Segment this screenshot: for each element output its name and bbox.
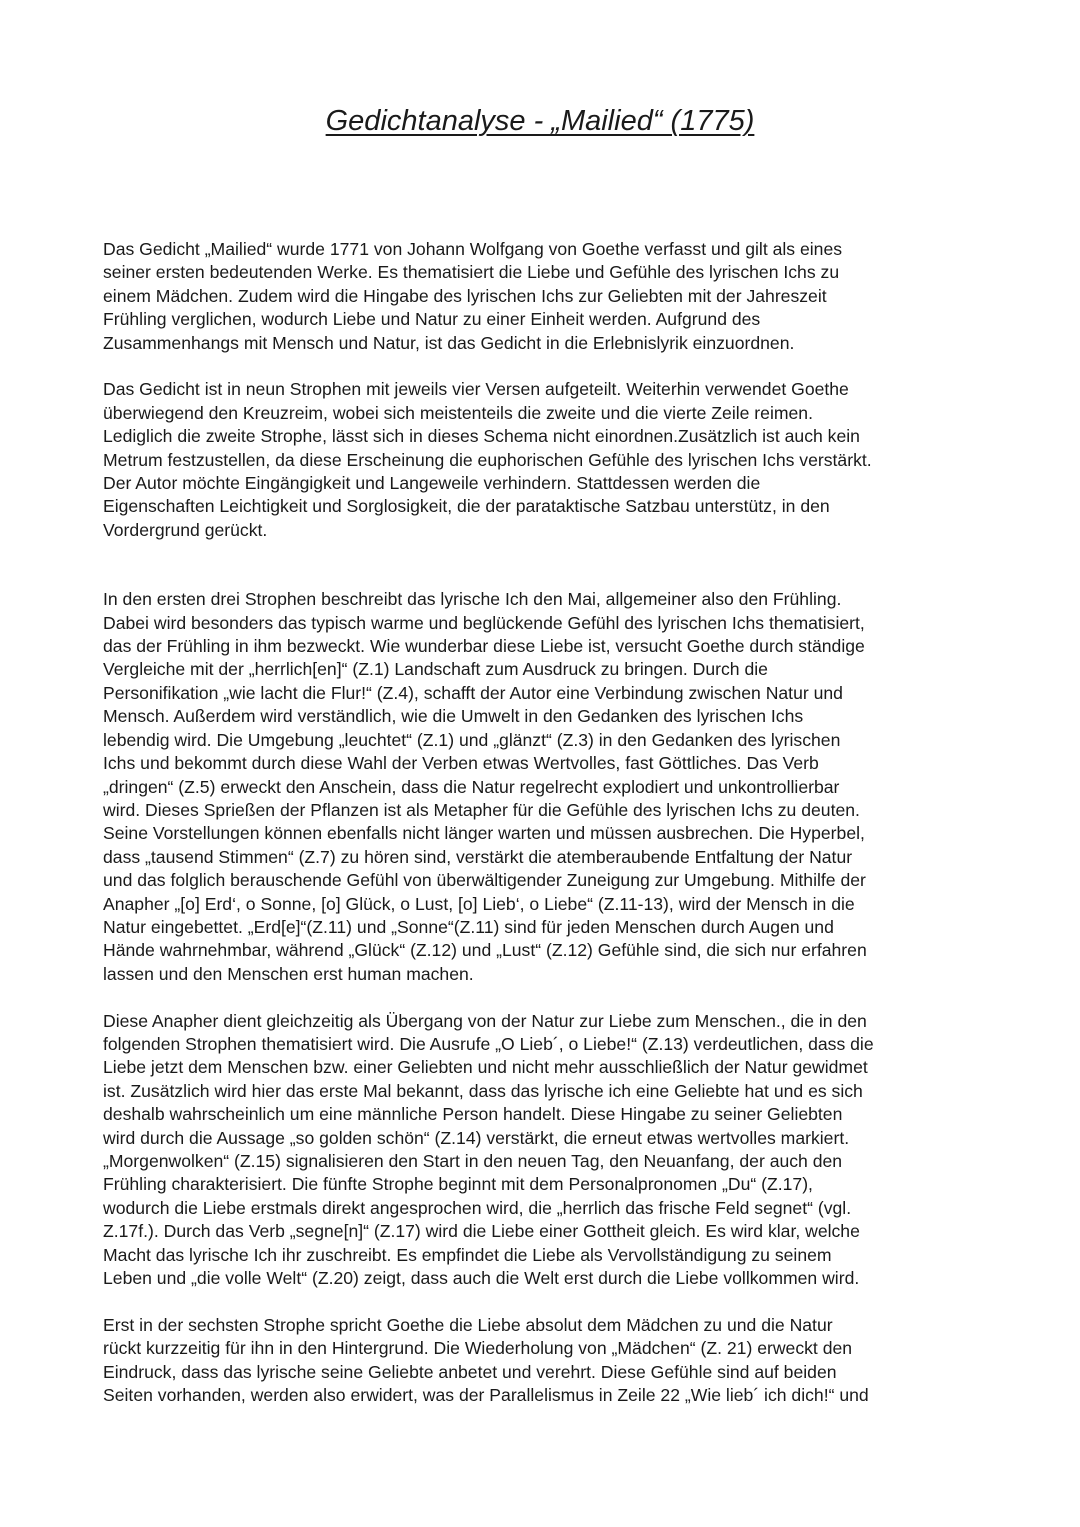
document-body: [103, 238, 983, 1407]
document-title: Gedichtanalyse - „Mailied“ (1775): [325, 105, 755, 137]
paragraph-sixth-stanza: Erst in der sechsten Strophe spricht Goethe die Liebe absolut dem Mädchen zu und die Natur rückt kurzzeitig für ihn in den Hintergrund. Die Wiederholung von „Mädchen“ (Z. 21) erweckt den Eindruck, dass das lyrische seine Geliebte anbetet und verehrt. Diese Gefühle sind auf beiden Seiten vorhanden, werden also erwidert, was der Parallelismus in Zeile 22 „Wie lieb´ ich dich!“ und: [103, 1314, 869, 1406]
paragraph-form-analysis: Das Gedicht ist in neun Strophen mit jeweils vier Versen aufgeteilt. Weiterhin verwendet Goethe überwiegend den Kreuzreim, wobei sich meistenteils die zweite und die vierte Zeile reimen. Lediglich die zweite Strophe, lässt sich in dieses Schema nicht einordnen.Zusätzlich ist auch kein Metrum festzustellen, da diese Erscheinung die euphorischen Gefühle des lyrischen Ichs verstärkt. Der Autor möchte Eingängigkeit und Langeweile verhindern. Stattdessen werden die Eigenschaften Leichtigkeit und Sorglosigkeit, die der parataktische Satzbau unterstütz, in den Vordergrund gerückt.: [103, 379, 872, 540]
paragraph-introduction: Das Gedicht „Mailied“ wurde 1771 von Johann Wolfgang von Goethe verfasst und gilt als eines seiner ersten bedeutenden Werke. Es thematisiert die Liebe und Gefühle des lyrischen Ichs zu einem Mädchen. Zudem wird die Hingabe des lyrischen Ichs zur Geliebten mit der Jahreszeit Frühling verglichen, wodurch Liebe und Natur zu einer Einheit werden. Aufgrund des Zusammenhangs mit Mensch und Natur, ist das Gedicht in die Erlebnislyrik einzuordnen.: [103, 239, 843, 353]
paragraph-stanzas-one-to-three: In den ersten drei Strophen beschreibt das lyrische Ich den Mai, allgemeiner also den Frühling. Dabei wird besonders das typisch warme und beglückende Gefühl des lyrischen Ichs thematisiert, das der Frühling in ihm bezweckt. Wie wunderbar diese Liebe ist, versucht Goethe durch ständige Vergleiche mit der „herrlich[en]“ (Z.1) Landschaft zum Ausdruck zu bringen. Durch die Personifikation „wie lacht die Flur!“ (Z.4), schafft der Autor eine Verbindung zwischen Natur und Mensch. Außerdem wird verständlich, wie die Umwelt in den Gedanken des lyrischen Ichs lebendig wird. Die Umgebung „leuchtet“ (Z.1) und „glänzt“ (Z.3) in den Gedanken des lyrischen Ichs und bekommt durch diese Wahl der Verben etwas Wertvolles, fast Göttliches. Das Verb „dringen“ (Z.5) erweckt den Anschein, dass die Natur regelrecht explodiert und unkontrollierbar wird. Dieses Sprießen der Pflanzen ist als Metapher für die Gefühle des lyrischen Ichs zu deuten. Seine Vorstellungen können ebenfalls nicht länger warten und müssen ausbrechen. Die Hyperbel, dass „tausend Stimmen“ (Z.7) zu hören sind, verstärkt die atemberaubende Entfaltung der Natur und das folglich berauschende Gefühl von überwältigender Zuneigung zur Umgebung. Mithilfe der Anapher „[o] Erd‘, o Sonne, [o] Glück, o Lust, [o] Lieb‘, o Liebe“ (Z.11-13), wird der Mensch in die Natur eingebettet. „Erd[e]“(Z.11) und „Sonne“(Z.11) sind für jeden Menschen durch Augen und Hände wahrnehmbar, während „Glück“ (Z.12) und „Lust“ (Z.12) Gefühle sind, die sich nur erfahren lassen und den Menschen erst human machen.: [103, 589, 867, 984]
paragraph-anaphor-transition: Diese Anapher dient gleichzeitig als Übergang von der Natur zur Liebe zum Menschen., die in den folgenden Strophen thematisiert wird. Die Ausrufe „O Lieb´, o Liebe!“ (Z.13) verdeutlichen, dass die Liebe jetzt dem Menschen bzw. einer Geliebten und nicht mehr ausschließlich der Natur gewidmet ist. Zusätzlich wird hier das erste Mal bekannt, dass das lyrische ich eine Geliebte hat und es sich deshalb wahrscheinlich um eine männliche Person handelt. Diese Hingabe zu seiner Geliebten wird durch die Aussage „so golden schön“ (Z.14) verstärkt, die erneut etwas wertvolles markiert. „Morgenwolken“ (Z.15) signalisieren den Start in den neuen Tag, den Neuanfang, der auch den Frühling charakterisiert. Die fünfte Strophe beginnt mit dem Personalpronomen „Du“ (Z.17), wodurch die Liebe erstmals direkt angesprochen wird, die „herrlich das frische Feld segnet“ (vgl. Z.17f.). Durch das Verb „segne[n]“ (Z.17) wird die Liebe einer Gottheit gleich. Es wird klar, welche Macht das lyrische Ich ihr zuschreibt. Es empfindet die Liebe als Vervollständigung zu seinem Leben und „die volle Welt“ (Z.20) zeigt, dass auch die Welt erst durch die Liebe vollkommen wird.: [103, 1010, 874, 1289]
